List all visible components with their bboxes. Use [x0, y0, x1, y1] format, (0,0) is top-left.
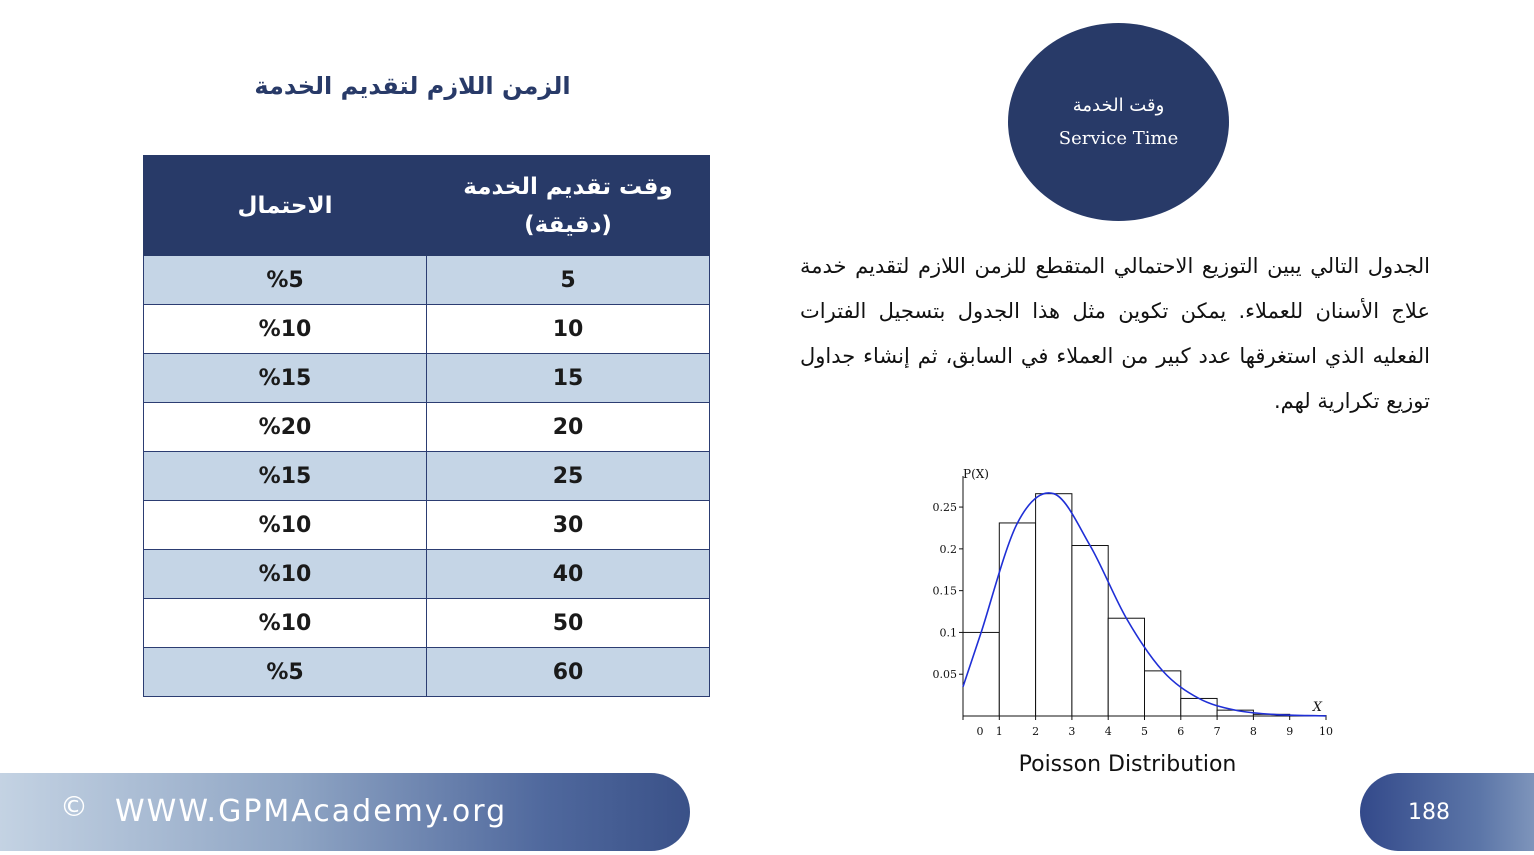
cell-probability [144, 599, 427, 648]
table-row [144, 354, 710, 403]
cell-probability [144, 305, 427, 354]
cell-time: 60 [427, 648, 710, 697]
poisson-chart [925, 462, 1345, 752]
probability-value: %15 [258, 463, 312, 489]
y-tick-label: 0.2 [939, 542, 957, 556]
cell-time: 15 [427, 354, 710, 403]
cell-time: 5 [427, 256, 710, 305]
probability-value: %10 [258, 561, 312, 587]
bar [1181, 698, 1217, 716]
x-tick-label: 2 [1032, 725, 1040, 738]
table-row [144, 599, 710, 648]
cell-time: 10 [427, 305, 710, 354]
service-time-table [143, 155, 710, 697]
x-tick-label: 10 [1319, 725, 1333, 738]
x-axis-label: X [1312, 700, 1322, 715]
page-number: 188 [1408, 800, 1450, 825]
x-tick-label: 9 [1286, 725, 1294, 738]
table-row [144, 550, 710, 599]
x-tick-label: 5 [1141, 725, 1148, 738]
probability-value: %10 [258, 512, 312, 538]
cell-time: 25 [427, 452, 710, 501]
cell-time: 30 [427, 501, 710, 550]
x-tick-label: 7 [1213, 725, 1221, 738]
x-tick-label: 1 [995, 725, 1003, 738]
cell-probability [144, 648, 427, 697]
bar [1036, 494, 1072, 716]
y-tick-label: 0.25 [932, 501, 957, 515]
x-tick-label: 8 [1249, 725, 1257, 738]
table-row [144, 256, 710, 305]
cell-time: 40 [427, 550, 710, 599]
bar [1145, 671, 1181, 716]
x-tick-label: 0 [976, 725, 984, 738]
cell-probability [144, 354, 427, 403]
cell-probability [144, 256, 427, 305]
cell-probability [144, 403, 427, 452]
probability-value: %20 [258, 414, 312, 440]
table-row [144, 501, 710, 550]
y-tick-label: 0.05 [932, 668, 957, 682]
table-title: الزمن اللازم لتقديم الخدمة [254, 72, 571, 100]
header-time: وقت تقديم الخدمة (دقيقة) [427, 156, 710, 256]
probability-value: %10 [258, 610, 312, 636]
table-row [144, 305, 710, 354]
table-row [144, 403, 710, 452]
description-paragraph: الجدول التالي يبين التوزيع الاحتمالي المتقطع للزمن اللازم لتقديم خدمة علاج الأسنان للعملاء. يمكن تكوين مثل هذا الجدول بتسجيل الفترات الفعليه الذي استغرقها عدد كبير من العملاء في السابق، ثم إنشاء جداول توزيع تكرارية لهم. [800, 254, 1430, 413]
bar [999, 523, 1035, 716]
bar [1217, 710, 1253, 716]
probability-value: %5 [266, 659, 304, 685]
chart-caption: Poisson Distribution [1018, 752, 1237, 777]
header-probability: الاحتمال [144, 156, 427, 256]
cell-time: 20 [427, 403, 710, 452]
table-header-row [144, 156, 710, 256]
badge-english-label: Service Time [1058, 128, 1179, 149]
badge-arabic-label: وقت الخدمة [1072, 95, 1165, 116]
service-time-badge [1008, 23, 1229, 221]
table-row [144, 648, 710, 697]
probability-value: %10 [258, 316, 312, 342]
x-tick-label: 4 [1104, 725, 1112, 738]
cell-time: 50 [427, 599, 710, 648]
probability-value: %15 [258, 365, 312, 391]
cell-probability [144, 452, 427, 501]
footer-url: WWW.GPMAcademy.org [115, 794, 508, 829]
cell-probability [144, 501, 427, 550]
y-tick-label: 0.1 [939, 626, 957, 640]
x-tick-label: 3 [1068, 725, 1076, 738]
bar [1108, 618, 1144, 716]
bar [963, 632, 999, 716]
y-tick-label: 0.15 [932, 584, 957, 598]
probability-value: %5 [266, 267, 304, 293]
x-tick-label: 6 [1177, 725, 1185, 738]
copyright-icon: © [60, 790, 88, 823]
y-axis-label: P(X) [963, 467, 989, 481]
table-row [144, 452, 710, 501]
cell-probability [144, 550, 427, 599]
